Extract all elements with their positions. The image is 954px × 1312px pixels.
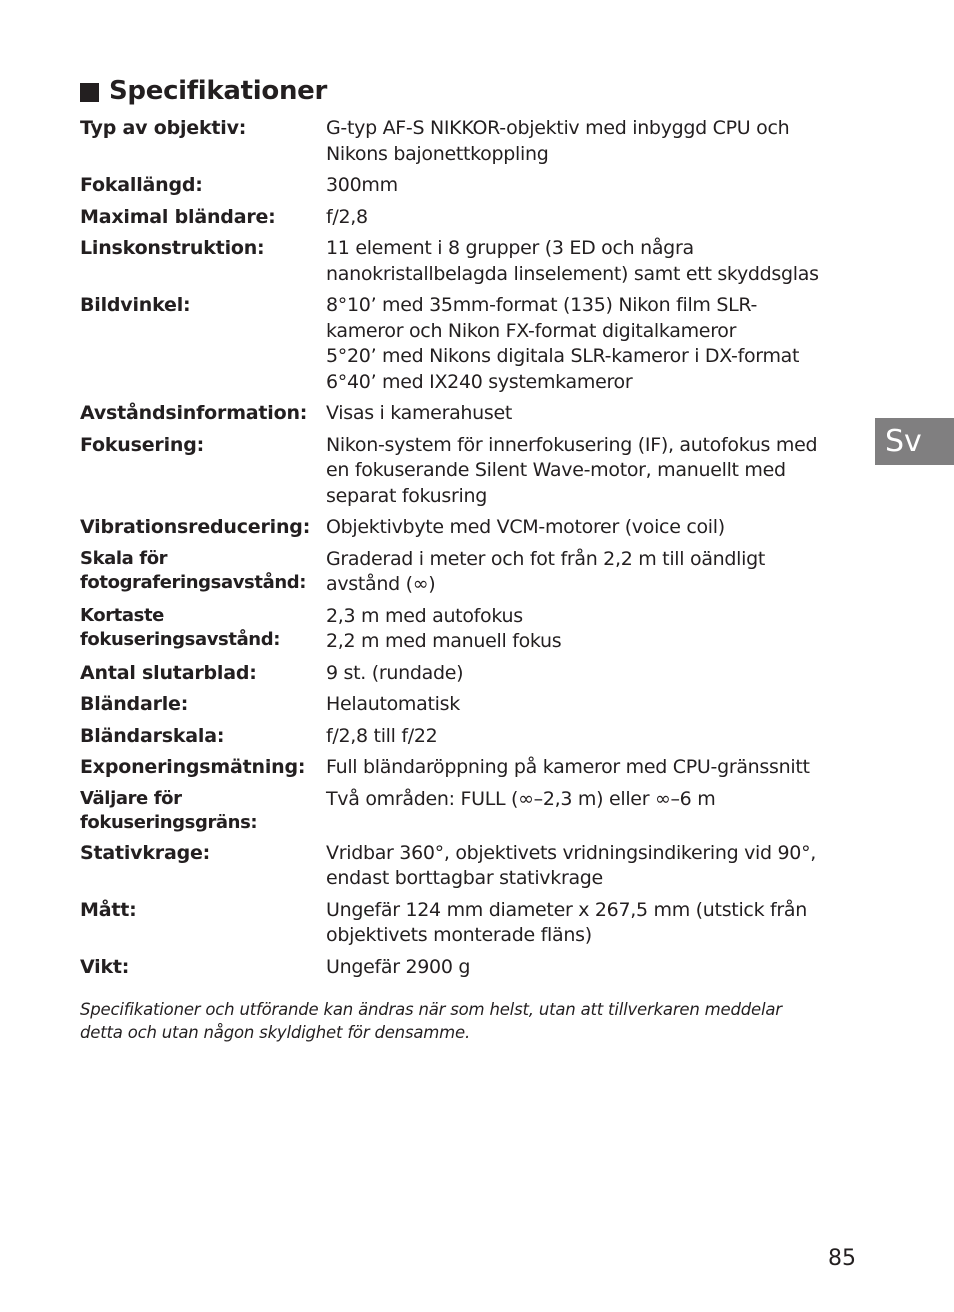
spec-row [80,755,870,781]
spec-value-line: Graderad i meter och fot från 2,2 m till oändligt [326,547,766,570]
spec-label: Vibrationsreducering: [80,516,311,538]
spec-row [80,604,870,655]
spec-row [80,692,870,718]
spec-value-line: en fokuserande Silent Wave-motor, manuellt med [326,459,786,481]
spec-table [80,116,870,986]
spec-value [326,661,870,687]
spec-value [326,604,870,655]
spec-label: Maximal bländare: [80,205,276,228]
spec-label-line: Väljare för [80,787,182,809]
spec-value-line: Nikon-system för innerfokusering (IF), autofokus med [326,433,818,456]
spec-value-line: Full bländaröppning på kameror med CPU-gränssnitt [326,756,810,778]
spec-value-line: Nikons bajonettkoppling [326,142,549,165]
spec-label: Bländarle: [80,693,189,715]
spec-row [80,173,870,199]
spec-value [326,515,870,541]
spec-value-line: Ungefär 124 mm diameter x 267,5 mm (utstick från [326,898,807,921]
spec-value-line: Objektivbyte med VCM-motorer (voice coil) [326,516,725,538]
spec-row [80,236,870,287]
spec-label: Typ av objektiv: [80,117,247,139]
spec-value-line: 9 st. (rundade) [326,661,464,684]
spec-label: Vikt: [80,955,130,978]
spec-value-line: 11 element i 8 grupper (3 ED och några [326,237,694,259]
spec-value-line: Visas i kamerahuset [326,402,513,424]
spec-value-line: Vridbar 360°, objektivets vridningsindikering vid 90°, [326,841,817,864]
spec-row [80,401,870,427]
spec-row [80,293,870,395]
spec-value-line: avstånd (∞) [326,573,436,595]
spec-row [80,955,870,981]
spec-value-line: f/2,8 [326,205,368,228]
spec-label: Bildvinkel: [80,294,191,316]
spec-label: Exponeringsmätning: [80,756,306,778]
footnote [80,998,860,1044]
spec-value [326,692,870,718]
spec-value [326,205,870,231]
spec-value-line: endast borttagbar stativkrage [326,867,603,889]
spec-value [326,841,870,892]
spec-value [326,401,870,427]
spec-value [326,116,870,167]
spec-row [80,515,870,541]
spec-value [326,547,870,598]
spec-value-line: Två områden: FULL (∞–2,3 m) eller ∞–6 m [326,787,716,810]
spec-row [80,547,870,598]
spec-value-line: f/2,8 till f/22 [326,724,438,747]
spec-value-line: 5°20’ med Nikons digitala SLR-kameror i DX-format [326,345,800,367]
spec-value [326,236,870,287]
spec-label: Fokusering: [80,433,205,456]
spec-label: Antal slutarblad: [80,661,257,684]
spec-label: Fokallängd: [80,174,203,196]
page-number: 85 [828,1246,856,1271]
spec-label: Mått: [80,898,137,921]
spec-row [80,661,870,687]
spec-value-line: kameror och Nikon FX-format digitalkameror [326,319,737,342]
spec-row [80,841,870,892]
spec-row [80,898,870,949]
spec-value-line: 300mm [326,174,398,196]
spec-label [80,604,326,655]
footnote-line: detta och utan någon skyldighet för densamme. [80,1023,470,1042]
spec-label: Avståndsinformation: [80,402,308,424]
spec-value [326,293,870,395]
heading-title: Specifikationer [109,76,328,106]
spec-label [80,547,326,598]
spec-value [326,433,870,510]
spec-value [326,898,870,949]
spec-row [80,433,870,510]
spec-row [80,205,870,231]
spec-label-line: fokuseringsgräns: [80,811,258,833]
spec-value-line: Helautomatisk [326,693,460,715]
spec-label-line: Skala för [80,547,168,569]
spec-label: Bländarskala: [80,724,225,747]
spec-value [326,724,870,750]
section-heading [80,76,327,106]
spec-value [326,955,870,981]
spec-row [80,787,870,835]
spec-label: Stativkrage: [80,841,211,864]
spec-label [80,787,326,835]
spec-value [326,755,870,781]
language-tab-label: Sv [885,424,922,459]
heading-square-icon [80,83,99,102]
spec-value-line: objektivets monterade fläns) [326,924,592,946]
spec-label: Linskonstruktion: [80,237,265,259]
spec-row [80,116,870,167]
spec-label-line: Kortaste [80,604,164,626]
spec-value-line: Ungefär 2900 g [326,955,471,978]
spec-value [326,173,870,199]
spec-value-line: 6°40’ med IX240 systemkameror [326,370,633,393]
footnote-line: Specifikationer och utförande kan ändras när som helst, utan att tillverkaren meddelar [80,1000,782,1019]
spec-row [80,724,870,750]
spec-value-line: nanokristallbelagda linselement) samt ett skyddsglas [326,262,819,285]
spec-value-line: G-typ AF-S NIKKOR-objektiv med inbyggd CPU och [326,117,790,139]
spec-value-line: 2,3 m med autofokus [326,604,523,627]
spec-value-line: 2,2 m med manuell fokus [326,630,562,652]
spec-label-line: fotograferingsavstånd: [80,571,307,593]
spec-value-line: 8°10’ med 35mm-format (135) Nikon film SLR- [326,294,758,316]
spec-value [326,787,870,835]
language-tab [875,418,954,465]
spec-label-line: fokuseringsavstånd: [80,628,281,650]
spec-value-line: separat fokusring [326,484,488,507]
